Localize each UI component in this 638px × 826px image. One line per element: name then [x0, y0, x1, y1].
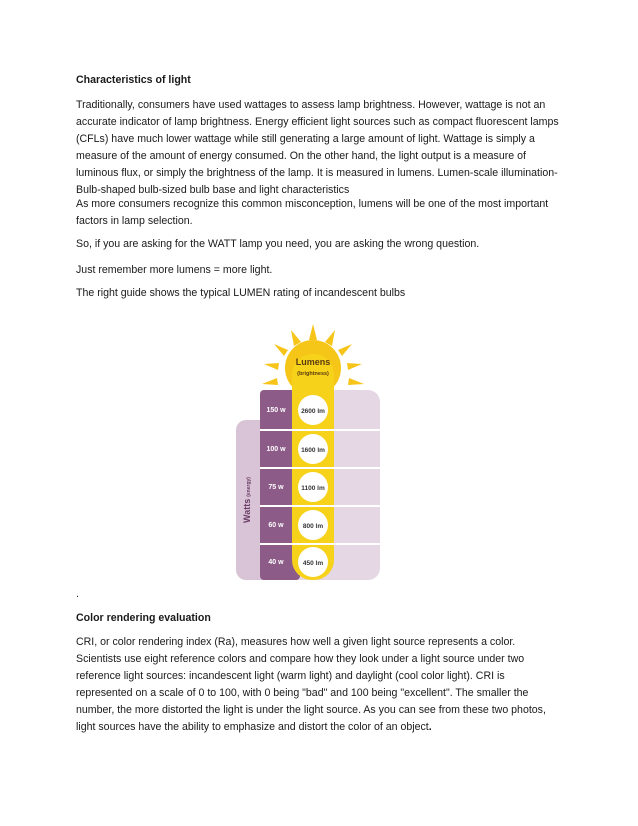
section-title-characteristics: Characteristics of light: [76, 74, 191, 86]
paragraph-wattage: Traditionally, consumers have used wattages to assess lamp brightness. However, wattage is not an accurate indicator of lamp brightness. Energy efficient light sources such as compact fluorescent lamps (CFLs) have much lower wattage while still generating a large amount of light. Wattage is simply a measure of the amount of energy consumed. On the other hand, the light output is a measure of luminous flux, or simply the brightness of the lamp. It is measured in lumens. Lumen-scale illumination-Bulb-shaped bulb-sized bulb base and light characteristics: [76, 99, 559, 197]
lumen-label: 1100 lm: [301, 485, 325, 492]
watt-label: 150 w: [266, 407, 286, 414]
paragraph-misconception: As more consumers recognize this common misconception, lumens will be one of the most important factors in lamp selection.: [76, 198, 549, 228]
watt-label: 75 w: [268, 484, 284, 491]
watt-label: 60 w: [268, 522, 284, 529]
section-title-color-rendering: Color rendering evaluation: [76, 612, 211, 624]
watt-label: 100 w: [266, 446, 286, 453]
paragraph-cri: [76, 634, 562, 737]
lumens-label: Lumens: [295, 357, 331, 367]
lumens-watts-figure: [230, 324, 384, 586]
paragraph-watt-question: So, if you are asking for the WATT lamp you need, you are asking the wrong question.: [76, 238, 480, 250]
lumen-label: 1600 lm: [301, 447, 325, 454]
paragraph-cri-end: .: [428, 721, 432, 734]
brightness-label: (brightness): [297, 371, 329, 377]
paragraph-lumen-guide: The right guide shows the typical LUMEN rating of incandescent bulbs: [76, 287, 406, 299]
paragraph-cri-text: CRI, or color rendering index (Ra), measures how well a given light source represents a color. Scientists use eight reference colors and compare how they look under a light source under two reference light sources: incandescent light (warm light) and daylight (cool color light). CRI is represented on a scale of 0 to 100, with 0 being "bad" and 100 being "excellent". The smaller the number, the more distorted the light is under the light source. As you can see from these two photos, light sources have the ability to emphasize and distort the color of an object: [76, 636, 546, 734]
lumen-label: 2600 lm: [301, 408, 325, 415]
watts-label: Watts: [242, 498, 252, 523]
paragraph-more-lumens: Just remember more lumens = more light.: [76, 264, 273, 276]
watt-label: 40 w: [268, 559, 284, 566]
energy-label: (energy): [246, 477, 252, 497]
separator-dot: .: [76, 588, 79, 600]
lumen-label: 800 lm: [302, 523, 324, 530]
lumen-label: 450 lm: [302, 560, 324, 567]
lumens-watts-graphic: [230, 324, 384, 586]
